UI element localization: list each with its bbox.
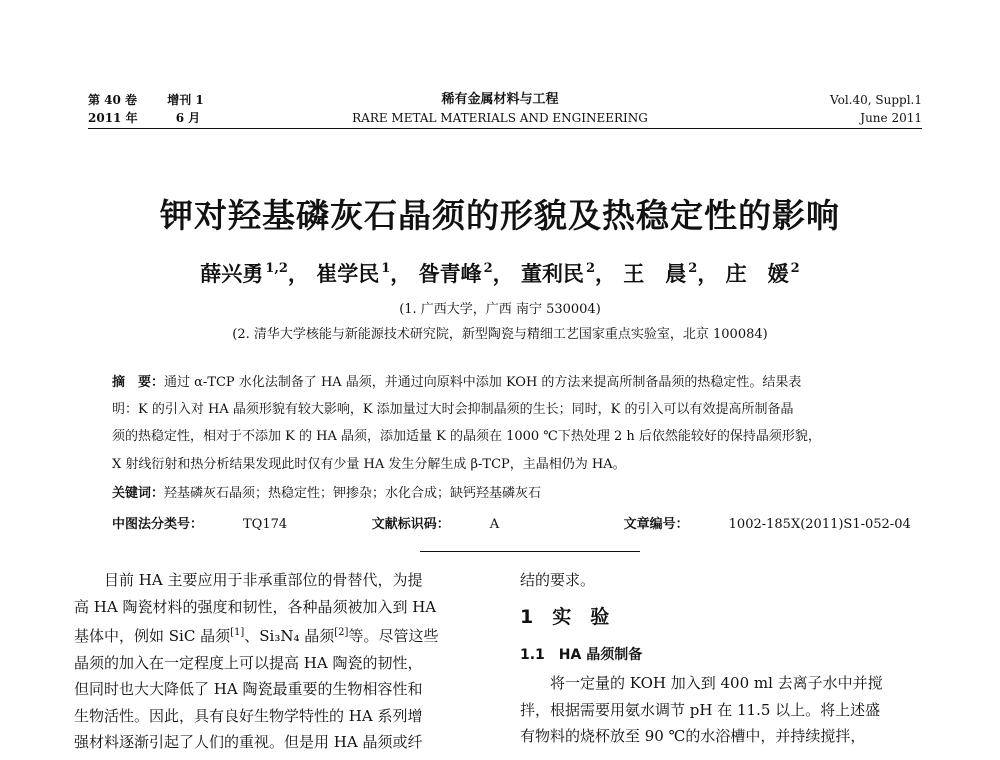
body-line: 拌，根据需要用氨水调节 pH 在 11.5 以上。将上述盛: [520, 700, 881, 719]
keywords-text: 羟基磷灰石晶须；热稳定性；钾掺杂；水化合成；缺钙羟基磷灰石: [164, 486, 542, 501]
doc-code-label: 文献标识码：: [371, 517, 450, 532]
author-name: 薛兴勇: [200, 261, 264, 286]
section-divider: [420, 551, 640, 552]
author-affil: 2: [483, 261, 493, 276]
author-name: 昝青峰: [418, 261, 482, 286]
header-vol-en: Vol.40, Suppl.1: [830, 93, 922, 107]
body-right-column: [520, 567, 924, 750]
body-text: 等。尽管这些: [348, 627, 439, 645]
header-issue: 增刊 1: [167, 93, 204, 107]
body-line: 结的要求。: [520, 571, 596, 589]
author-affil: 1: [381, 261, 391, 276]
affiliation-1: (1. 广西大学，广西 南宁 530004): [399, 302, 601, 317]
body-line: 高 HA 陶瓷材料的强度和韧性，各种晶须被加入到 HA: [74, 597, 437, 616]
abstract-line: X 射线衍射和热分析结果发现此时仅有少量 HA 发生分解生成 β-TCP，主晶相仍为 HA。: [112, 457, 626, 472]
body-line: [74, 620, 488, 650]
body-line: 有物料的烧杯放至 90 ℃的水浴槽中，并持续搅拌，: [520, 727, 866, 745]
subsection-heading: 1.1 HA 晶须制备: [520, 646, 643, 663]
citation-1[interactable]: [1]: [230, 627, 245, 638]
header-date-en: June 2011: [860, 111, 922, 125]
author-affil: 1,2: [265, 261, 288, 276]
author-name: 崔学民: [316, 261, 380, 286]
body-line: 生物活性。因此，具有良好生物学特性的 HA 系列增: [74, 706, 423, 725]
keywords-label: 关键词：: [112, 486, 165, 501]
abstract-line: 明：K 的引入对 HA 晶须形貌有较大影响，K 添加量过大时会抑制晶须的生长；同时，K 的引入可以有效提高所制备晶: [112, 402, 794, 417]
header-volume: 第 40 卷: [88, 93, 138, 107]
author-list: 薛兴勇 $^{1,2}$， 崔学民 $^1$， 昝青峰 $^2$， 董利民 $^2$， 王 晨 $^2$， 庄 媛 $^2$: [200, 261, 800, 286]
body-text: 基体中，例如 SiC 晶须: [74, 627, 231, 645]
header-year: 2011 年: [88, 111, 138, 125]
body-left-column: [74, 567, 488, 756]
citation-2[interactable]: [2]: [334, 627, 349, 638]
abstract-line: 须的热稳定性，相对于不添加 K 的 HA 晶须，添加适量 K 的晶须在 1000 ℃下热处理 2 h 后依然能较好的保持晶须形貌，: [112, 429, 821, 444]
body-line: 强材料逐渐引起了人们的重视。但是用 HA 晶须或纤: [74, 733, 423, 751]
classification-line: [112, 513, 951, 532]
affiliation-2: (2. 清华大学核能与新能源技术研究院，新型陶瓷与精细工艺国家重点实验室，北京 100084): [232, 327, 768, 342]
paper-title: 钾对羟基磷灰石晶须的形貌及热稳定性的影响: [160, 196, 840, 235]
journal-title-cn: 稀有金属材料与工程: [441, 92, 559, 107]
journal-title-en: RARE METAL MATERIALS AND ENGINEERING: [352, 111, 648, 125]
clc-value: TQ174: [243, 517, 288, 532]
abstract-label: 摘 要：: [112, 375, 165, 390]
section-heading: 1 实 验: [520, 605, 610, 628]
author-affil: 2: [688, 261, 698, 276]
body-line: 但同时也大大降低了 HA 陶瓷最重要的生物相容性和: [74, 680, 423, 698]
clc-label: 中图法分类号：: [112, 517, 204, 532]
abstract-text: 通过 α-TCP 水化法制备了 HA 晶须，并通过向原料中添加 KOH 的方法来提高所制备晶须的热稳定性。结果表: [164, 375, 802, 390]
body-text: 、Si₃N₄ 晶须: [244, 627, 335, 645]
header-rule: [88, 128, 922, 129]
author-name: 王 晨: [623, 261, 687, 286]
author-affil: 2: [790, 261, 800, 276]
doc-code-value: A: [489, 517, 500, 532]
body-line: 晶须的加入在一定程度上可以提高 HA 陶瓷的韧性，: [74, 653, 423, 672]
article-no-label: 文章编号：: [623, 517, 689, 532]
header-month: 6 月: [175, 111, 201, 125]
author-affil: 2: [585, 261, 595, 276]
author-name: 庄 媛: [725, 261, 789, 286]
keywords-line: [112, 484, 912, 504]
author-name: 董利民: [520, 261, 584, 286]
article-no-value: 1002-185X(2011)S1-052-04: [728, 517, 911, 532]
abstract-line: [112, 373, 912, 393]
body-line: 将一定量的 KOH 加入到 400 ml 去离子水中并搅: [550, 674, 883, 692]
body-line: 目前 HA 主要应用于非承重部位的骨替代，为提: [104, 571, 423, 589]
